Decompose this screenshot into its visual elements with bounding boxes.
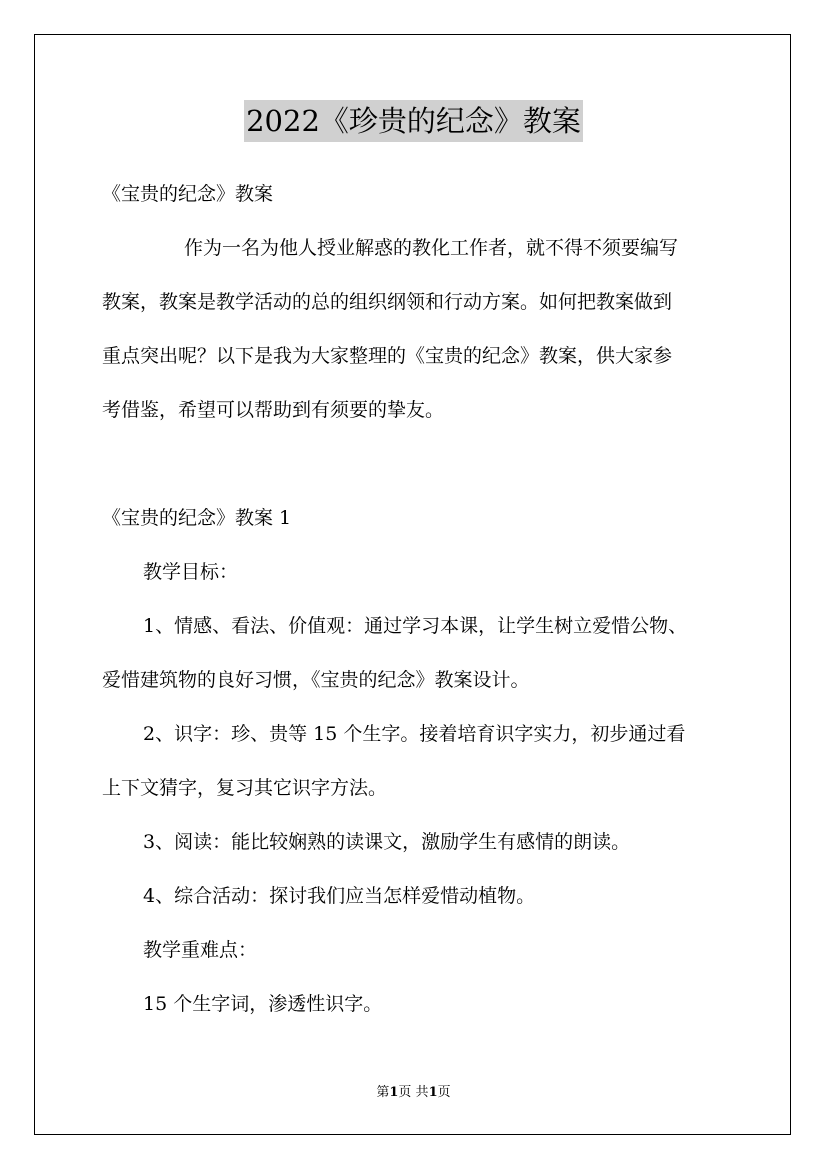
objectives-heading: 教学目标： <box>143 561 239 583</box>
objective-2-line-1: 2、识字：珍、贵等 15 个生字。接着培育识字实力，初步通过看 <box>143 723 686 745</box>
intro-line-3: 重点突出呢？以下是我为大家整理的《宝贵的纪念》教案，供大家参 <box>102 345 673 367</box>
key-points-text: 15 个生字词，渗透性识字。 <box>143 993 383 1015</box>
document-subtitle: 《宝贵的纪念》教案 <box>102 183 274 205</box>
footer-page-total: 1 <box>428 1085 438 1100</box>
title-container <box>0 100 827 142</box>
footer-page-suffix: 页 <box>437 1085 451 1100</box>
key-points-heading: 教学重难点： <box>143 939 258 961</box>
footer-page-prefix: 第 <box>376 1085 390 1100</box>
intro-line-1: 作为一名为他人授业解惑的教化工作者，就不得不须要编写 <box>184 237 679 259</box>
objective-3: 3、阅读：能比较娴熟的读课文，激励学生有感情的朗读。 <box>143 831 631 853</box>
objective-2-line-2: 上下文猜字，复习其它识字方法。 <box>102 777 388 799</box>
page-footer <box>0 1084 827 1102</box>
document-title: 2022《珍贵的纪念》教案 <box>244 100 583 142</box>
objective-1-line-1: 1、情感、看法、价值观：通过学习本课，让学生树立爱惜公物、 <box>143 615 688 637</box>
intro-line-4: 考借鉴，希望可以帮助到有须要的挚友。 <box>102 399 445 421</box>
objective-4: 4、综合活动：探讨我们应当怎样爱惜动植物。 <box>143 885 536 907</box>
footer-page-middle: 页 共 <box>398 1085 429 1100</box>
section-heading: 《宝贵的纪念》教案 1 <box>102 507 292 529</box>
objective-1-line-2: 爱惜建筑物的良好习惯，《宝贵的纪念》教案设计。 <box>102 669 530 691</box>
intro-line-2: 教案，教案是教学活动的总的组织纲领和行动方案。如何把教案做到 <box>102 291 673 313</box>
footer-page-current: 1 <box>389 1085 399 1100</box>
